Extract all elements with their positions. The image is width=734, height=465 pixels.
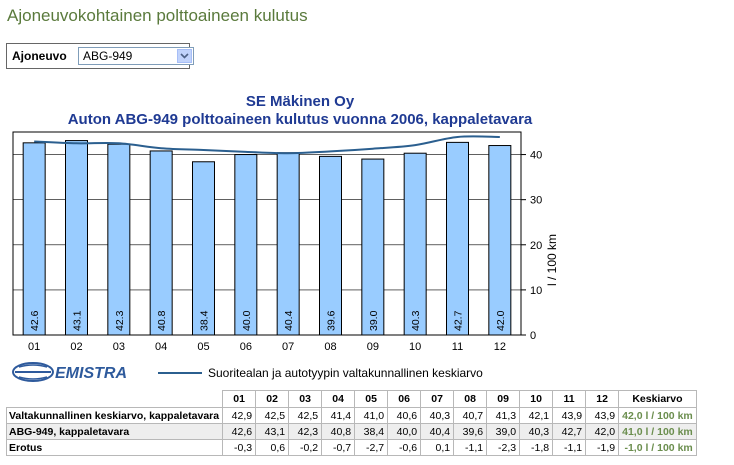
bar: [23, 143, 45, 335]
table-cell: -0,7: [322, 440, 355, 456]
table-cell: 42,0: [586, 424, 619, 440]
table-row: [7, 408, 697, 424]
table-header-row: [7, 391, 697, 408]
vehicle-selector: [6, 43, 190, 69]
table-cell: 42,1: [520, 408, 553, 424]
table-cell: -0,6: [388, 440, 421, 456]
chart-title: SE Mäkinen Oy: [245, 93, 355, 110]
vehicle-select-value: ABG-949: [83, 49, 133, 63]
y-tick-label: 40: [530, 149, 543, 162]
bar: [362, 159, 384, 335]
bar: [235, 155, 257, 335]
table-cell: 42,9: [223, 408, 256, 424]
column-header: 09: [487, 391, 520, 408]
bar: [404, 153, 426, 335]
table-cell: 38,4: [355, 424, 388, 440]
table-row: [7, 424, 697, 440]
bar-value-label: 43.1: [71, 310, 84, 331]
x-tick-label: 10: [409, 341, 422, 353]
table-cell: 39,6: [454, 424, 487, 440]
row-label: Valtakunnallinen keskiarvo, kappaletavara: [7, 408, 223, 424]
column-header: 04: [322, 391, 355, 408]
x-tick-label: 06: [239, 341, 252, 353]
table-cell: 42,5: [289, 408, 322, 424]
bar: [320, 156, 342, 335]
row-label: Erotus: [7, 440, 223, 456]
average-cell: 42,0 l / 100 km: [619, 408, 697, 424]
x-tick-label: 12: [493, 341, 506, 353]
average-cell: -1,0 l / 100 km: [619, 440, 697, 456]
column-header: 06: [388, 391, 421, 408]
table-cell: 0,1: [421, 440, 454, 456]
table-cell: 42,7: [553, 424, 586, 440]
chart-legend: [158, 366, 483, 380]
bar: [489, 146, 511, 335]
bar-value-label: 42.7: [452, 310, 465, 331]
table-cell: 40,6: [388, 408, 421, 424]
table-cell: -0,2: [289, 440, 322, 456]
column-header: 11: [553, 391, 586, 408]
bar-value-label: 38.4: [198, 310, 211, 331]
table-cell: 42,3: [289, 424, 322, 440]
column-header: 12: [586, 391, 619, 408]
y-tick-label: 0: [530, 330, 537, 342]
chart-subtitle: Auton ABG-949 polttoaineen kulutus vuonna 2006, kappaletavara: [67, 111, 533, 128]
table-cell: 40,4: [421, 424, 454, 440]
x-tick-label: 07: [282, 341, 295, 353]
emistra-logo: [11, 361, 141, 383]
table-cell: 42,5: [256, 408, 289, 424]
table-corner-cell: [7, 391, 223, 408]
table-cell: -1,1: [454, 440, 487, 456]
bar-value-label: 42.0: [494, 310, 507, 331]
x-tick-label: 01: [28, 341, 41, 353]
table-cell: 43,9: [553, 408, 586, 424]
y-tick-label: 10: [530, 284, 543, 297]
x-tick-label: 05: [197, 341, 210, 353]
table-cell: 0,6: [256, 440, 289, 456]
table-cell: 41,0: [355, 408, 388, 424]
column-header: 10: [520, 391, 553, 408]
x-tick-label: 03: [112, 341, 125, 353]
table-cell: -1,8: [520, 440, 553, 456]
y-axis-label: l / 100 km: [545, 233, 559, 287]
bar-value-label: 42.3: [113, 310, 126, 331]
bar: [108, 144, 130, 335]
column-header: 05: [355, 391, 388, 408]
bar: [193, 162, 215, 335]
bar: [447, 142, 469, 335]
bar-value-label: 40.3: [410, 310, 423, 331]
table-cell: 40,7: [454, 408, 487, 424]
table-cell: 40,8: [322, 424, 355, 440]
x-tick-label: 08: [324, 341, 337, 353]
bar: [277, 153, 299, 335]
bar-value-label: 40.4: [283, 310, 296, 331]
page-title: Ajoneuvokohtainen polttoaineen kulutus: [7, 6, 308, 25]
svg-text:EMISTRA: EMISTRA: [55, 365, 127, 382]
x-tick-label: 11: [451, 341, 464, 353]
table-cell: 39,0: [487, 424, 520, 440]
vehicle-label: Ajoneuvo: [12, 49, 67, 63]
table-cell: 41,4: [322, 408, 355, 424]
x-tick-label: 09: [366, 341, 379, 353]
table-cell: 43,9: [586, 408, 619, 424]
x-tick-label: 04: [155, 341, 168, 353]
bar: [150, 151, 172, 335]
bar-value-label: 39.6: [325, 310, 338, 331]
table-cell: -1,1: [553, 440, 586, 456]
chevron-down-icon[interactable]: [177, 49, 192, 63]
bar-value-label: 39.0: [367, 310, 380, 331]
row-label: ABG-949, kappaletavara: [7, 424, 223, 440]
table-cell: 42,6: [223, 424, 256, 440]
legend-label: Suoritealan ja autotyypin valtakunnallinen keskiarvo: [208, 366, 483, 380]
table-cell: 40,3: [421, 408, 454, 424]
fuel-consumption-chart: [0, 85, 600, 360]
bar: [66, 141, 88, 335]
bar-value-label: 42.6: [29, 310, 42, 331]
bar-value-label: 40.0: [240, 310, 253, 331]
column-header: 02: [256, 391, 289, 408]
table-cell: -0,3: [223, 440, 256, 456]
table-cell: 40,0: [388, 424, 421, 440]
y-tick-label: 30: [530, 194, 543, 207]
table-cell: 40,3: [520, 424, 553, 440]
consumption-table: [6, 390, 697, 456]
legend-line-swatch: [158, 372, 202, 374]
plot-area: [13, 132, 521, 335]
table-cell: 41,3: [487, 408, 520, 424]
table-cell: -2,7: [355, 440, 388, 456]
table-row: [7, 440, 697, 456]
table-cell: 43,1: [256, 424, 289, 440]
table-cell: -2,3: [487, 440, 520, 456]
column-header: 07: [421, 391, 454, 408]
average-cell: 41,0 l / 100 km: [619, 424, 697, 440]
bar-value-label: 40.8: [156, 310, 169, 331]
column-header: Keskiarvo: [619, 391, 697, 408]
y-tick-label: 20: [530, 239, 543, 252]
x-tick-label: 02: [70, 341, 83, 353]
column-header: 03: [289, 391, 322, 408]
column-header: 01: [223, 391, 256, 408]
table-cell: -1,9: [586, 440, 619, 456]
vehicle-select[interactable]: [78, 47, 194, 65]
column-header: 08: [454, 391, 487, 408]
